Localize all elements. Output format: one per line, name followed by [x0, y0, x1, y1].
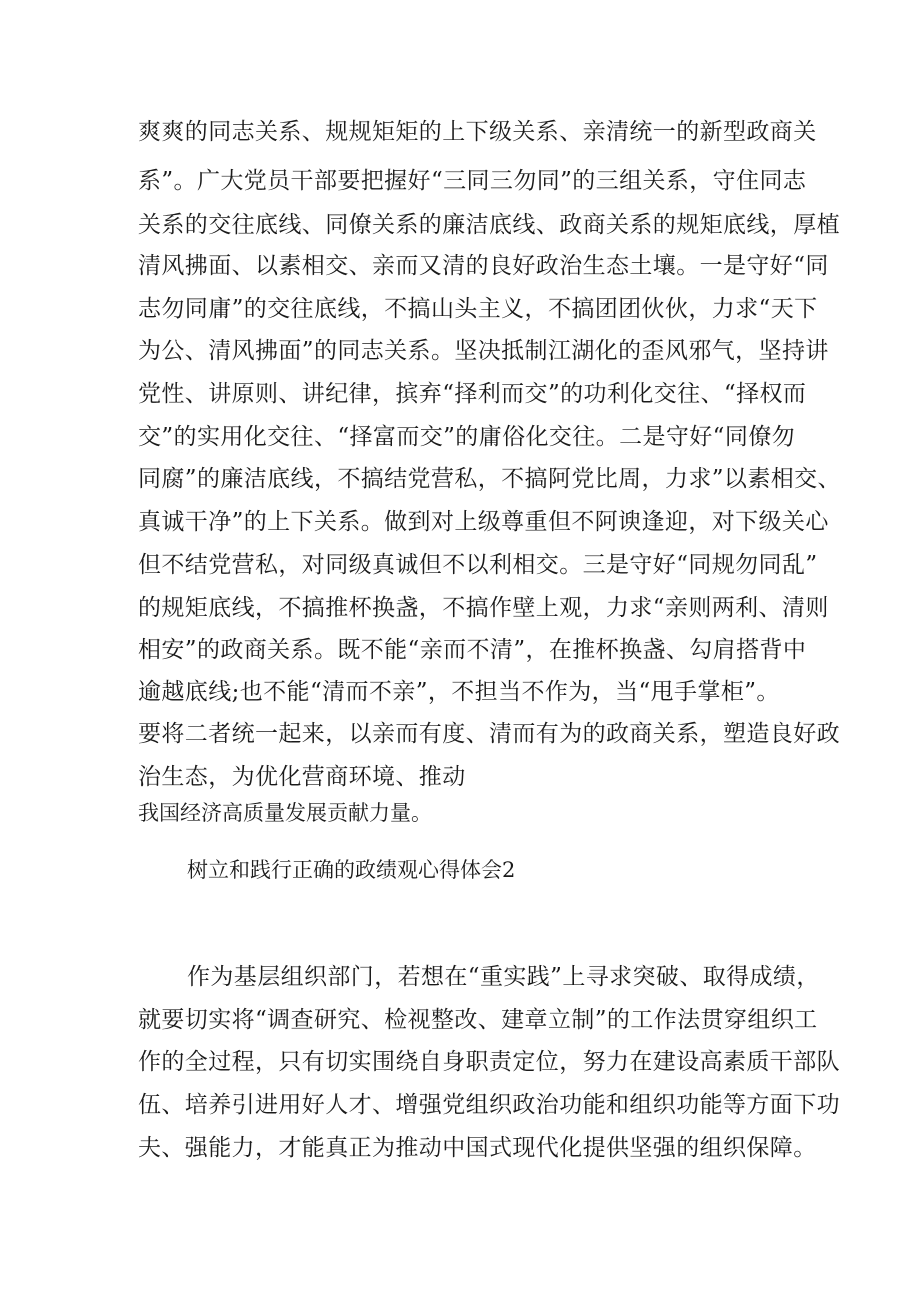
paragraph-line: 逾越底线;也不能“清而不亲”，不担当不作为，当“甩手掌柜”。 — [138, 679, 780, 705]
paragraph-last-line: 我国经济高质量发展贡献力量。 — [138, 801, 432, 825]
paragraph-line: 就要切实将“调查研究、检视整改、建章立制”的工作法贯穿组织工 — [138, 1007, 818, 1033]
paragraph-line: 夫、强能力，才能真正为推动中国式现代化提供坚强的组织保障。 — [138, 1135, 817, 1161]
paragraph-line: 党性、讲原则、讲纪律，摈弃“择利而交”的功利化交往、“择权而 — [138, 381, 807, 407]
paragraph-line: 治生态，为优化营商环境、推动 — [138, 764, 466, 790]
paragraph-line: 关系的交往底线、同僚关系的廉洁底线、政商关系的规矩底线，厚植 — [138, 212, 840, 238]
paragraph-line: 同腐”的廉洁底线，不搞结党营私，不搞阿党比周，力求”以素相交、 — [138, 466, 841, 492]
paragraph-line: 伍、培养引进用好人才、增强党组织政治功能和组织功能等方面下功 — [138, 1092, 840, 1118]
paragraph-line: 清风拂面、以素相交、亲而又清的良好政治生态土壤。一是守好“同 — [138, 253, 829, 279]
paragraph-line: 志勿同庸”的交往底线，不搞山头主义，不搞团团伙伙，力求“天下 — [138, 296, 818, 322]
paragraph-line: 系”。广大党员干部要把握好“三同三勿同”的三组关系，守住同志 — [138, 168, 807, 194]
paragraph-line: 真诚干净”的上下关系。做到对上级尊重但不阿谀逢迎，对下级关心 — [138, 509, 829, 535]
paragraph-line: 相安”的政商关系。既不能“亲而不清”，在推杯换盏、勾肩搭背中 — [138, 637, 807, 663]
paragraph-line: 爽爽的同志关系、规规矩矩的上下级关系、亲清统一的新型政商关 — [138, 119, 817, 145]
paragraph-line: 交”的实用化交往、“择富而交”的庸俗化交往。二是守好“同僚勿 — [138, 424, 796, 450]
paragraph-line: 作的全过程，只有切实围绕自身职责定位，努力在建设高素质干部队 — [138, 1049, 840, 1075]
paragraph-line: 作为基层组织部门，若想在“重实践”上寻求突破、取得成绩， — [187, 964, 820, 990]
section-title: 树立和践行正确的政绩观心得体会2 — [187, 858, 516, 882]
paragraph-line: 但不结党营私，对同级真诚但不以利相交。三是守好“同规勿同乱” — [138, 552, 818, 578]
paragraph-line: 为公、清风拂面”的同志关系。坚决抵制江湖化的歪风邪气，坚持讲 — [138, 338, 829, 364]
paragraph-line: 的规矩底线，不搞推杯换盏，不搞作壁上观，力求“亲则两利、清则 — [138, 595, 829, 621]
paragraph-line: 要将二者统一起来，以亲而有度、清而有为的政商关系，塑造良好政 — [138, 721, 840, 747]
